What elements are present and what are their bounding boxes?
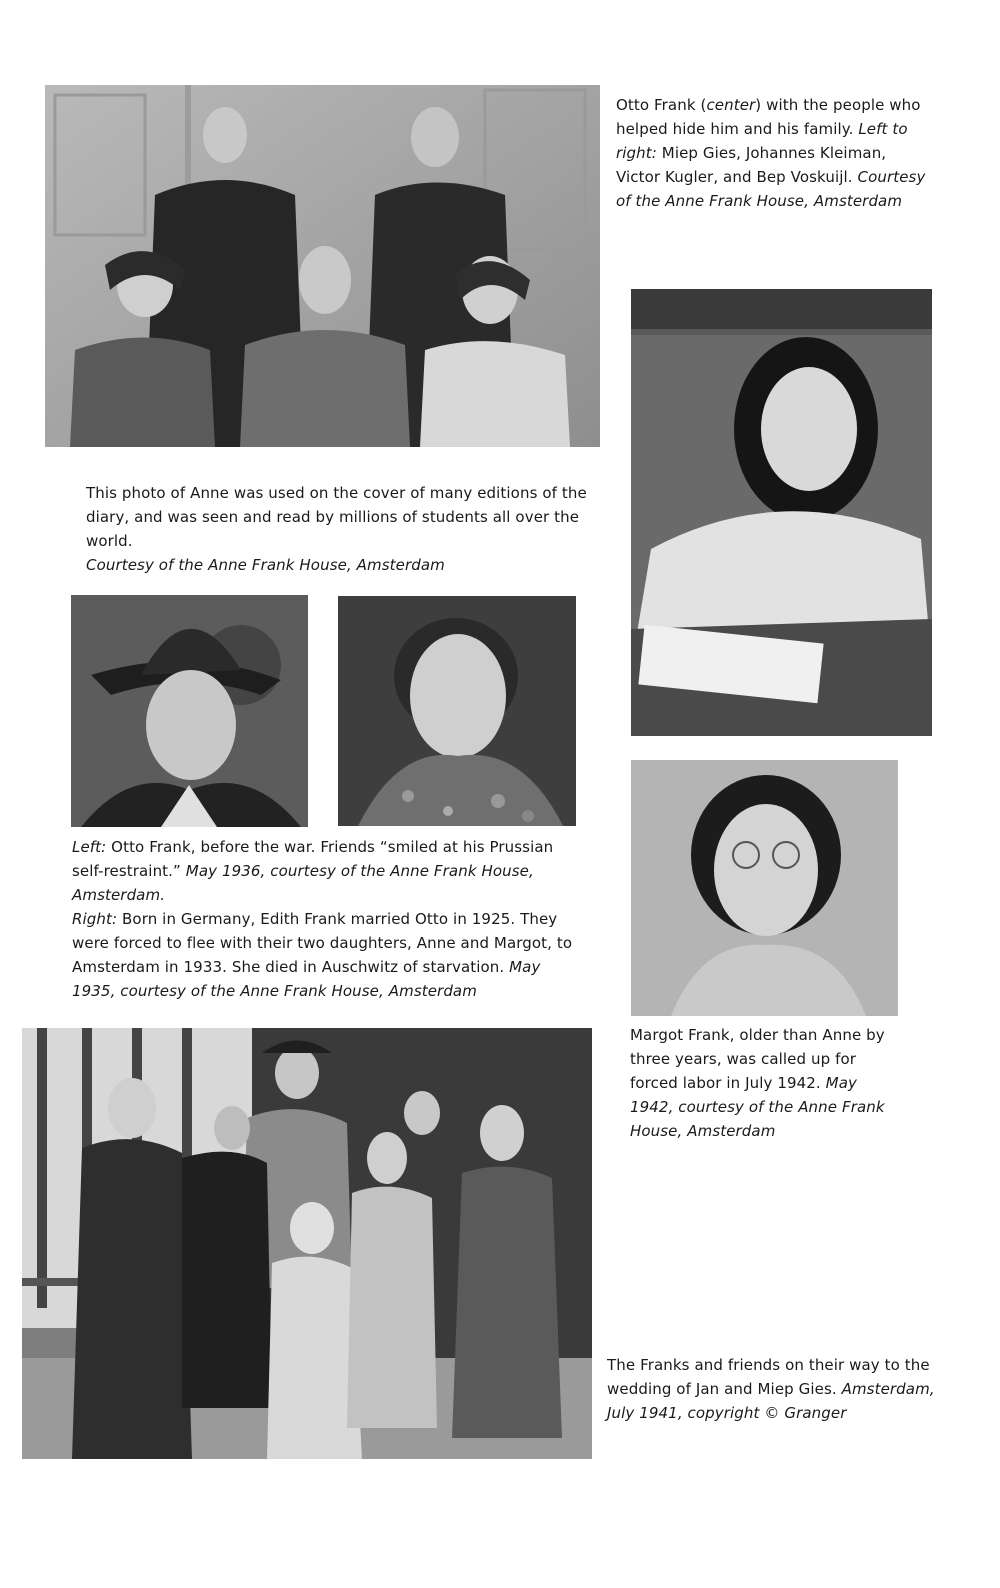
otto-frank-photo <box>71 595 308 827</box>
margot-photo-caption <box>630 1023 885 1143</box>
photo-credit: May 1942, courtesy of the Anne Frank House, Amsterdam <box>630 1074 885 1140</box>
caption-emphasis: center <box>706 96 756 114</box>
group-photo <box>45 85 600 447</box>
photo-credit: Amsterdam, July 1941, copyright © Granger <box>607 1380 935 1422</box>
caption-text: The Franks and friends on their way to the wedding of Jan and Miep Gies. <box>607 1356 930 1398</box>
caption-emphasis: Left to right: <box>616 120 908 162</box>
wedding-photo-caption <box>607 1353 952 1425</box>
wedding-procession-photo <box>22 1028 592 1459</box>
photo-credit: Courtesy of the Anne Frank House, Amsterdam <box>616 168 926 210</box>
photo-credit: Courtesy of the Anne Frank House, Amsterdam <box>86 556 445 574</box>
anne-frank-photo <box>631 289 932 736</box>
caption-text: Born in Germany, Edith Frank married Otto in 1925. They were forced to flee with their two daughters, Anne and Margot, to Amsterdam in 1933. She died in Auschwitz of starvation. <box>72 910 573 976</box>
caption-text: ) with the people who helped hide him and his family. <box>616 96 921 138</box>
caption-text: Otto Frank ( <box>616 96 707 114</box>
photo-credit: May 1935, courtesy of the Anne Frank House, Amsterdam <box>72 958 541 1000</box>
caption-emphasis: Right: <box>72 910 118 928</box>
caption-emphasis: Left: <box>72 838 107 856</box>
margot-frank-photo <box>631 760 898 1016</box>
caption-text: Margot Frank, older than Anne by three years, was called up for forced labor in July 1942. <box>630 1026 885 1092</box>
anne-photo-caption <box>86 481 626 577</box>
caption-text: This photo of Anne was used on the cover of many editions of the diary, and was seen and read by millions of students all over the world. <box>86 484 587 550</box>
parents-photos-caption <box>72 835 582 1003</box>
edith-frank-photo <box>338 596 576 826</box>
group-photo-caption <box>616 93 926 213</box>
caption-text: Otto Frank, before the war. Friends “smiled at his Prussian self-restraint.” <box>72 838 554 880</box>
caption-text: Miep Gies, Johannes Kleiman, Victor Kugler, and Bep Voskuijl. <box>616 144 887 186</box>
photo-credit: May 1936, courtesy of the Anne Frank House, Amsterdam. <box>72 862 534 904</box>
